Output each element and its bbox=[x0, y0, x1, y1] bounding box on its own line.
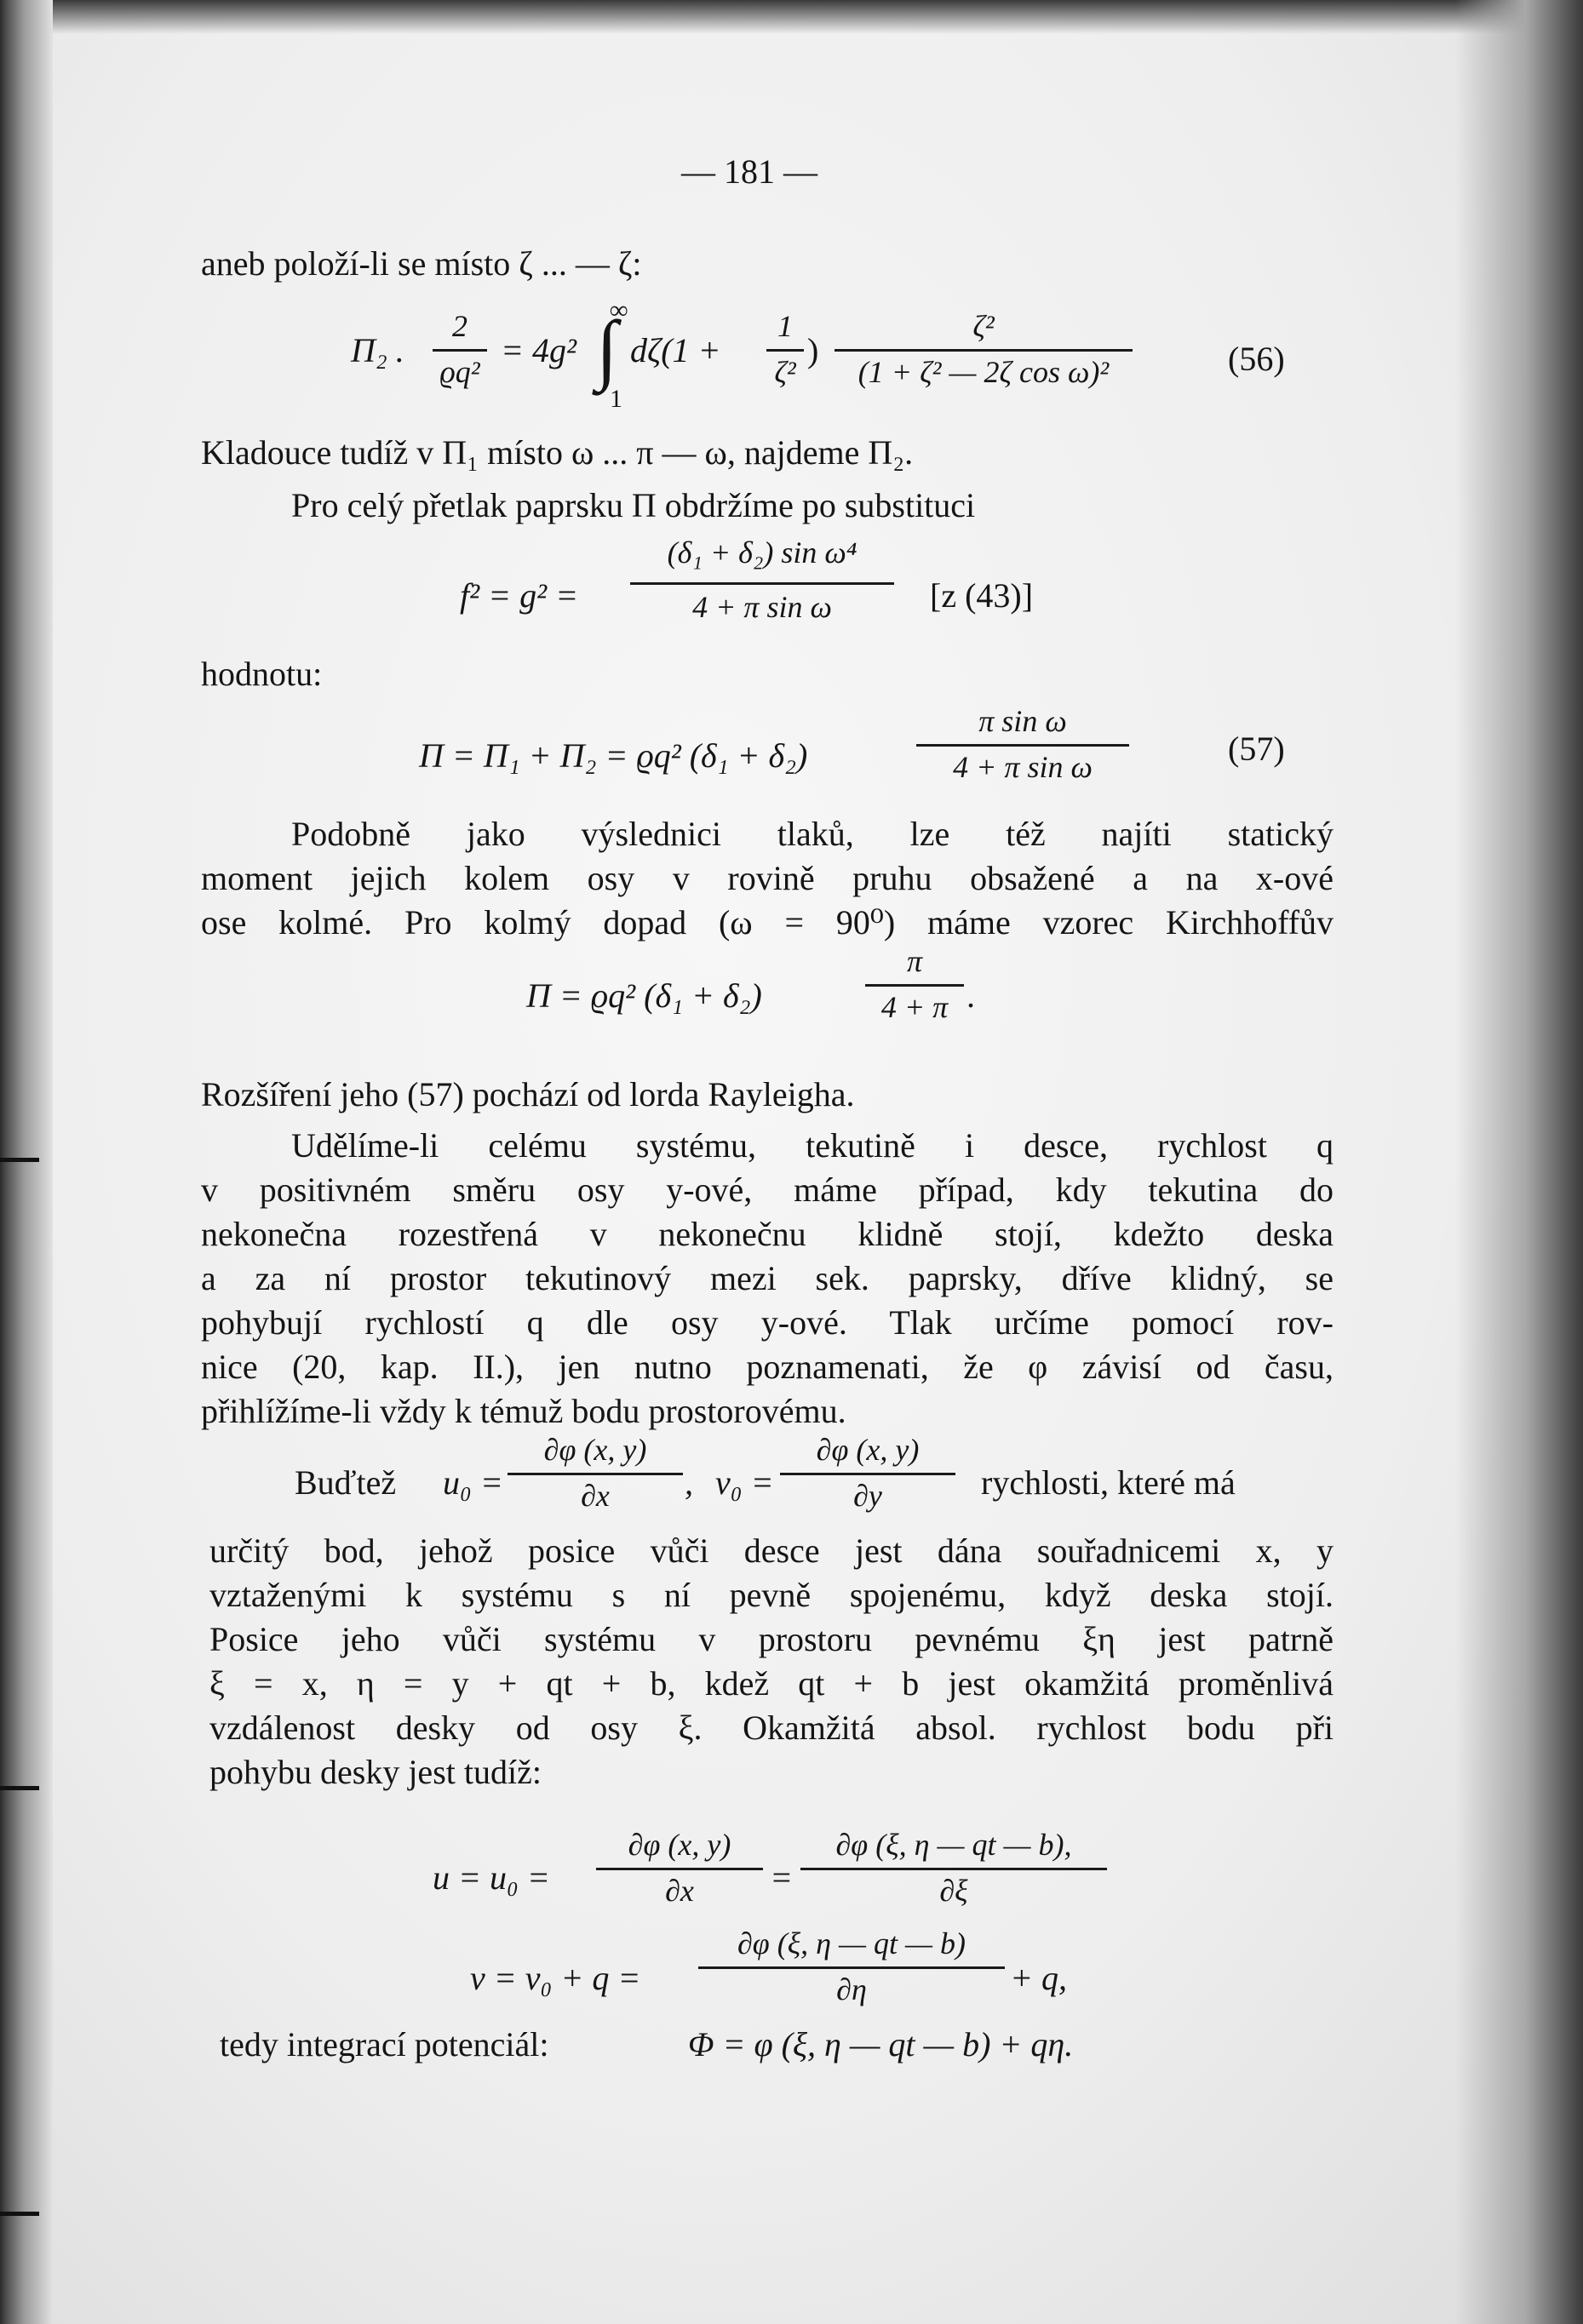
hodnotu-label: hodnotu: bbox=[201, 655, 323, 693]
fraction-bar bbox=[865, 984, 964, 987]
eq56-inner-den: ζ² bbox=[774, 355, 796, 389]
eq-v-tail: + q, bbox=[1010, 1959, 1067, 1997]
text-line: určitý bod, jehož posice vůči desce jest dána souřadnicemi x, y bbox=[209, 1531, 1334, 1570]
line-kladouce: Kladouce tudíž v Π₁ místo ω ... π — ω, najdeme Π₂. bbox=[201, 433, 914, 472]
fraction-bar bbox=[835, 349, 1133, 352]
text-line: Posice jeho vůči systému v prostoru pevnému ξη jest patrně bbox=[209, 1620, 1334, 1658]
eq56-integrand: dζ(1 + bbox=[630, 331, 721, 369]
eq56-int-upper: ∞ bbox=[610, 296, 628, 324]
eq-u-num2: ∂φ (ξ, η — qt — b), bbox=[835, 1828, 1072, 1862]
budtez-u0-den: ∂x bbox=[581, 1479, 610, 1513]
scan-right-edge bbox=[1455, 0, 1583, 2324]
text-line: nekonečna rozestřená v nekonečnu klidně stojí, kdežto deska bbox=[201, 1215, 1334, 1253]
eq43-lhs: f² = g² = bbox=[460, 576, 579, 615]
eq-u-den2: ∂ξ bbox=[939, 1874, 968, 1908]
text-line: nice (20, kap. II.), jen nutno poznamenati, že φ závisí od času, bbox=[201, 1348, 1334, 1386]
text-line: vzdálenost desky od osy ξ. Okamžitá absol. rychlost bodu při bbox=[209, 1709, 1334, 1747]
budtez-v0-num: ∂φ (x, y) bbox=[816, 1433, 920, 1467]
equation-number-57: (57) bbox=[1228, 730, 1285, 768]
scan-margin-mark bbox=[0, 1158, 39, 1162]
eq-u-den1: ∂x bbox=[665, 1874, 694, 1908]
final-formula: Φ = φ (ξ, η — qt — b) + qη. bbox=[688, 2025, 1074, 2064]
text-line: ose kolmé. Pro kolmý dopad (ω = 90⁰) máme vzorec Kirchhoffův bbox=[201, 903, 1334, 942]
fraction-bar bbox=[433, 349, 487, 352]
eq56-inner-num: 1 bbox=[777, 309, 793, 343]
eq56-lhs-num: 2 bbox=[452, 309, 467, 343]
fraction-bar bbox=[766, 349, 804, 352]
eq-kirchhoff-tail: . bbox=[967, 976, 976, 1015]
budtez-comma: , bbox=[685, 1463, 693, 1502]
fraction-bar bbox=[780, 1473, 955, 1475]
fraction-bar bbox=[596, 1868, 763, 1870]
eq-v-lhs: v = v₀ + q = bbox=[470, 1959, 641, 1997]
eq56-close: ) bbox=[807, 331, 819, 369]
text-line: přihlížíme-li vždy k témuž bodu prostorovému. bbox=[201, 1392, 846, 1430]
text-line: ξ = x, η = y + qt + b, kdež qt + b jest okamžitá proměnlivá bbox=[209, 1664, 1334, 1703]
eq57-den: 4 + π sin ω bbox=[953, 750, 1093, 784]
eq-v-num: ∂φ (ξ, η — qt — b) bbox=[737, 1926, 966, 1961]
scan-left-edge bbox=[0, 0, 53, 2324]
eq-u-num1: ∂φ (x, y) bbox=[628, 1828, 731, 1862]
eq-kirchhoff-num: π bbox=[906, 944, 923, 978]
intro-line: aneb položí-li se místo ζ ... — ζ: bbox=[201, 244, 642, 283]
budtez-u0-num: ∂φ (x, y) bbox=[543, 1433, 647, 1467]
fraction-bar bbox=[508, 1473, 683, 1475]
budtez-v0-den: ∂y bbox=[853, 1479, 882, 1513]
text-line: Udělíme-li celému systému, tekutině i desce, rychlost q bbox=[291, 1126, 1334, 1165]
eq43-ref: [z (43)] bbox=[930, 576, 1034, 615]
page-number: — 181 — bbox=[681, 152, 817, 191]
eq56-rhs-num: ζ² bbox=[972, 309, 995, 343]
scan-margin-mark bbox=[0, 2212, 39, 2216]
text-line: Podobně jako výslednici tlaků, lze též najíti statický bbox=[291, 815, 1334, 853]
budtez-lead: Buďtež bbox=[295, 1463, 397, 1502]
text-line: pohybu desky jest tudíž: bbox=[209, 1753, 542, 1791]
fraction-bar bbox=[800, 1868, 1107, 1870]
scan-top-shadow bbox=[0, 0, 1583, 34]
eq43-den: 4 + π sin ω bbox=[692, 590, 832, 624]
final-lead: tedy integrací potenciál: bbox=[220, 2025, 549, 2064]
integral-sign: ∫ bbox=[596, 305, 618, 392]
eq-v-den: ∂η bbox=[836, 1972, 867, 2006]
eq56-eq: = 4g² bbox=[501, 331, 576, 369]
scan-margin-mark bbox=[0, 1786, 39, 1790]
text-line: pohybují rychlostí q dle osy y-ové. Tlak určíme pomocí rov- bbox=[201, 1303, 1334, 1342]
fraction-bar bbox=[698, 1966, 1005, 1969]
budtez-tail: rychlosti, které má bbox=[981, 1463, 1236, 1502]
text-line: vztaženými k systému s ní pevně spojenému, když deska stojí. bbox=[209, 1576, 1334, 1614]
eq56-lhs: Π₂ . bbox=[351, 331, 404, 369]
eq56-lhs-den: ϱq² bbox=[439, 355, 480, 389]
text-line: moment jejich kolem osy v rovině pruhu obsažené a na x-ové bbox=[201, 859, 1334, 897]
eq-u-eq: = bbox=[770, 1858, 793, 1897]
budtez-u0: u₀ = bbox=[443, 1463, 503, 1502]
fraction-bar bbox=[630, 582, 894, 585]
line-rozsireni: Rozšíření jeho (57) pochází od lorda Rayleigha. bbox=[201, 1075, 855, 1113]
eq57-lhs: Π = Π₁ + Π₂ = ϱq² (δ₁ + δ₂) bbox=[419, 736, 808, 775]
eq-u-lhs: u = u₀ = bbox=[433, 1858, 550, 1897]
line-pro-cely: Pro celý přetlak paprsku Π obdržíme po substituci bbox=[291, 486, 976, 524]
eq57-num: π sin ω bbox=[978, 704, 1067, 738]
eq56-rhs-den: (1 + ζ² — 2ζ cos ω)² bbox=[857, 355, 1110, 389]
text-line: a za ní prostor tekutinový mezi sek. paprsky, dříve klidný, se bbox=[201, 1259, 1334, 1297]
eq-kirchhoff-den: 4 + π bbox=[880, 990, 949, 1024]
eq43-num: (δ₁ + δ₂) sin ω⁴ bbox=[667, 535, 857, 570]
text-line: v positivném směru osy y-ové, máme případ, kdy tekutina do bbox=[201, 1171, 1334, 1209]
budtez-v0: v₀ = bbox=[715, 1463, 774, 1502]
eq-kirchhoff-lhs: Π = ϱq² (δ₁ + δ₂) bbox=[526, 976, 762, 1015]
fraction-bar bbox=[916, 744, 1129, 747]
eq56-int-lower: 1 bbox=[610, 385, 622, 413]
equation-number-56: (56) bbox=[1228, 340, 1285, 378]
